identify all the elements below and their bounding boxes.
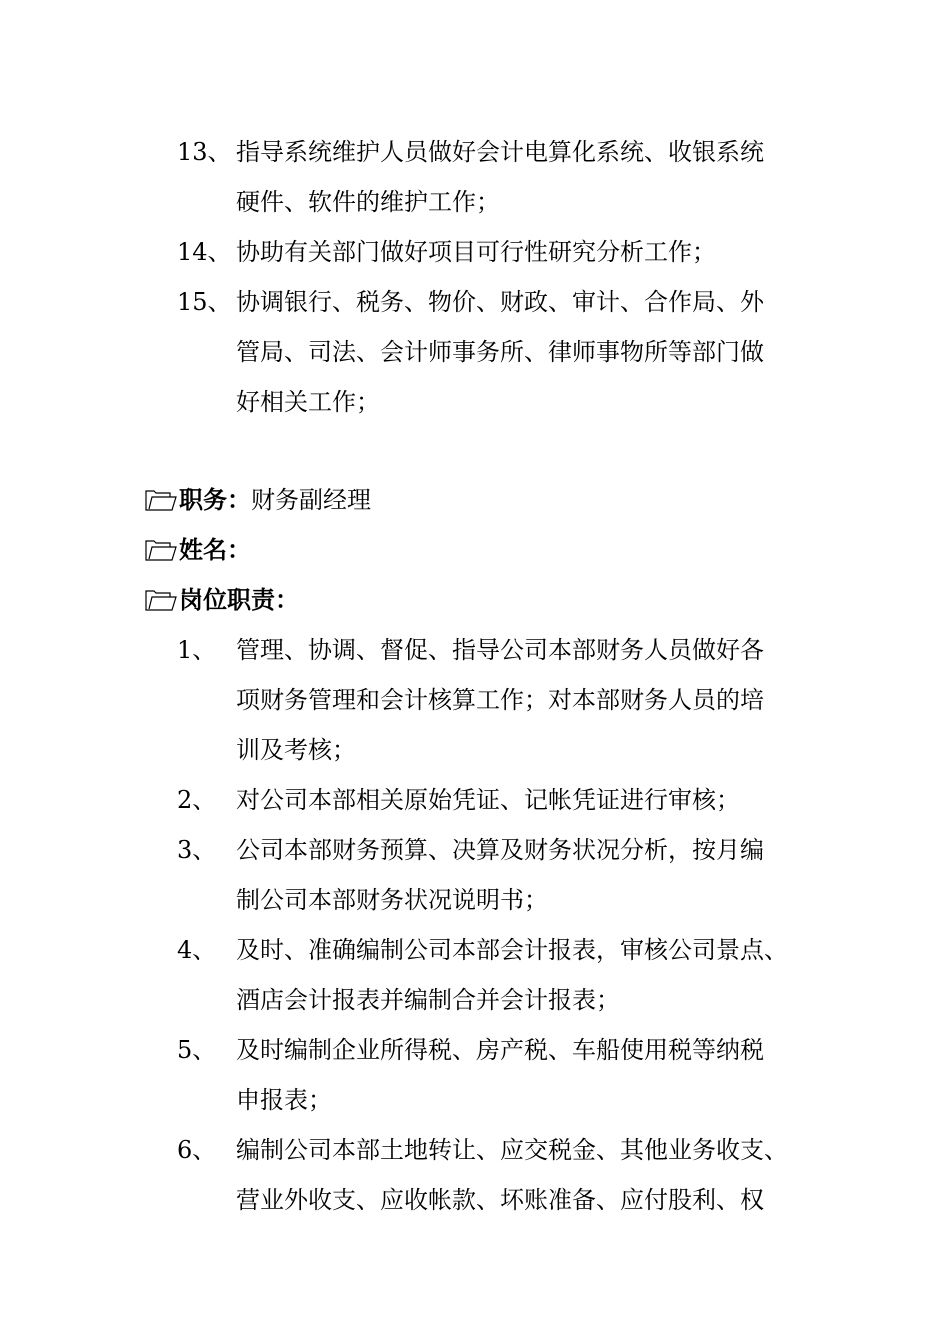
folder-icon: [145, 589, 177, 611]
item-text-line: 管理、协调、督促、指导公司本部财务人员做好各: [236, 636, 764, 664]
name-header: [145, 525, 251, 575]
item-text-line: 管局、司法、会计师事务所、律师事物所等部门做: [236, 338, 764, 366]
position-value: 财务副经理: [251, 486, 371, 514]
item-text-line: 营业外收支、应收帐款、坏账准备、应付股利、权: [236, 1186, 764, 1214]
item-text-line: 及时编制企业所得税、房产税、车船使用税等纳税: [236, 1036, 764, 1064]
item-text-line: 硬件、软件的维护工作；: [236, 188, 500, 216]
item-text-line: 项财务管理和会计核算工作；对本部财务人员的培: [236, 686, 764, 714]
item-number: 2、: [177, 786, 217, 814]
item-text-line: 制公司本部财务状况说明书；: [236, 886, 548, 914]
item-number: 3、: [177, 836, 217, 864]
item-text-line: 训及考核；: [236, 736, 356, 764]
item-text-line: 协调银行、税务、物价、财政、审计、合作局、外: [236, 288, 764, 316]
name-label: 姓名：: [179, 535, 251, 564]
item-text-line: 好相关工作；: [236, 388, 380, 416]
item-number: 1、: [177, 636, 217, 664]
item-number: 5、: [177, 1036, 217, 1064]
item-number: 4、: [177, 936, 217, 964]
item-text-line: 对公司本部相关原始凭证、记帐凭证进行审核；: [236, 786, 740, 814]
item-number: 6、: [177, 1136, 217, 1164]
folder-icon: [145, 489, 177, 511]
item-number: 13、: [177, 138, 232, 166]
item-text-line: 申报表；: [236, 1086, 332, 1114]
item-text-line: 协助有关部门做好项目可行性研究分析工作；: [236, 238, 716, 266]
item-number: 15、: [177, 288, 232, 316]
position-label: 职务：: [179, 485, 251, 514]
item-text-line: 及时、准确编制公司本部会计报表，审核公司景点、: [236, 936, 788, 964]
position-header: [145, 475, 371, 525]
folder-icon: [145, 539, 177, 561]
item-text-line: 编制公司本部土地转让、应交税金、其他业务收支、: [236, 1136, 788, 1164]
item-text-line: 公司本部财务预算、决算及财务状况分析，按月编: [236, 836, 764, 864]
item-text-line: 指导系统维护人员做好会计电算化系统、收银系统: [236, 138, 764, 166]
item-text-line: 酒店会计报表并编制合并会计报表；: [236, 986, 620, 1014]
duties-header: [145, 575, 299, 625]
duties-label: 岗位职责：: [179, 585, 299, 614]
item-number: 14、: [177, 238, 232, 266]
